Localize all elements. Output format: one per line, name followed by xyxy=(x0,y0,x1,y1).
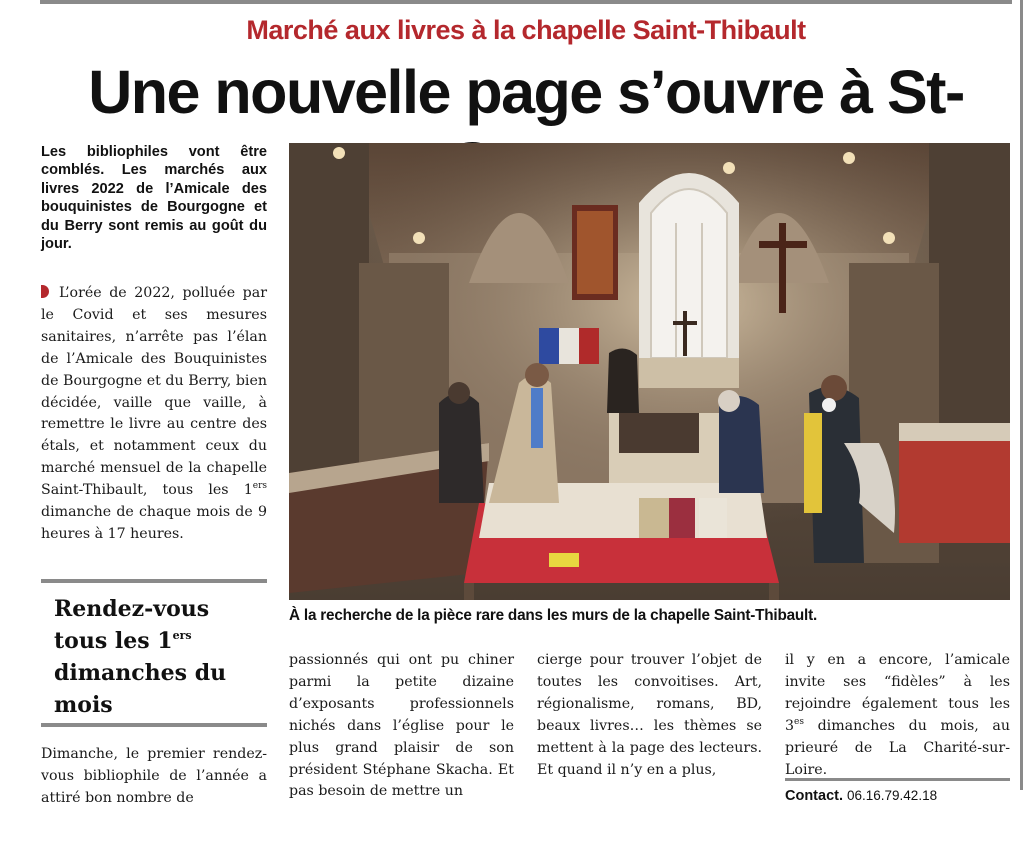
column-2-text: passionnés qui ont pu chiner parmi la petite dizaine d’exposants professionnels nichés dans l’église pour le plus grand plaisir de son président Stéphane Skacha. Et pas besoin de mettre un xyxy=(289,652,514,800)
column-4-text xyxy=(785,650,1010,781)
article-photo xyxy=(289,143,1010,600)
column-4-text-start: il y en a encore, l’amicale invite ses “fidèles” à les rejoindre également tous les 3 xyxy=(785,652,1010,734)
intro-paragraph xyxy=(41,283,267,546)
contact-label: Contact. xyxy=(785,788,843,804)
subhead-rendez-vous xyxy=(54,593,254,721)
contact-line xyxy=(785,788,1015,804)
subhead-text-end: dimanches du mois xyxy=(54,660,227,718)
intro-text-end: dimanche de chaque mois de 9 heures à 17 heures. xyxy=(41,504,267,542)
subhead-superscript: ers xyxy=(172,629,192,642)
headline: Une nouvelle page s’ouvre à St- xyxy=(88,58,964,126)
subhead-text: Rendez-vous tous les 1 xyxy=(54,596,210,654)
column-4-text-end: dimanches du mois, au prieuré de La Charité-sur-Loire. xyxy=(785,717,1010,778)
contact-phone: 06.16.79.42.18 xyxy=(847,788,938,803)
column-4-superscript: es xyxy=(794,716,804,727)
top-rule xyxy=(40,0,1012,4)
kicker-title: Marché aux livres à la chapelle Saint-Thibault xyxy=(246,15,806,45)
intro-superscript: ers xyxy=(252,481,267,492)
subhead-top-rule xyxy=(41,579,267,583)
column-3-text: cierge pour trouver l’objet de toutes les convoitises. Art, régionalisme, romans, BD, beaux livres… les thèmes se mettent à la page des lecteurs. Et quand il n’y en a plus, xyxy=(537,652,762,778)
intro-text: L’orée de 2022, polluée par le Covid et ses mesures sanitaires, n’arrête pas l’élan de l’Amicale des Bouquinistes de Bourgogne et du Berry, bien décidée, vaille que vaille, à remettre le livre au centre des étals, et notamment ceux du marché mensuel de la chapelle Saint-Thibault, tous les 1 xyxy=(41,285,267,499)
contact-rule xyxy=(785,778,1010,781)
paragraph-marker-icon xyxy=(41,285,49,298)
photo-caption: À la recherche de la pièce rare dans les murs de la chapelle Saint-Thibault. xyxy=(289,607,818,624)
chapo-lead: Les bibliophiles vont être comblés. Les marchés aux livres 2022 de l’Amicale des bouquinistes de Bourgogne et du Berry sont remis au goût du jour. xyxy=(41,144,267,253)
chapel-interior-image xyxy=(289,143,1010,600)
subhead-bottom-rule xyxy=(41,723,267,727)
column-1-text: Dimanche, le premier rendez-vous bibliophile de l’année a attiré bon nombre de xyxy=(41,746,267,806)
